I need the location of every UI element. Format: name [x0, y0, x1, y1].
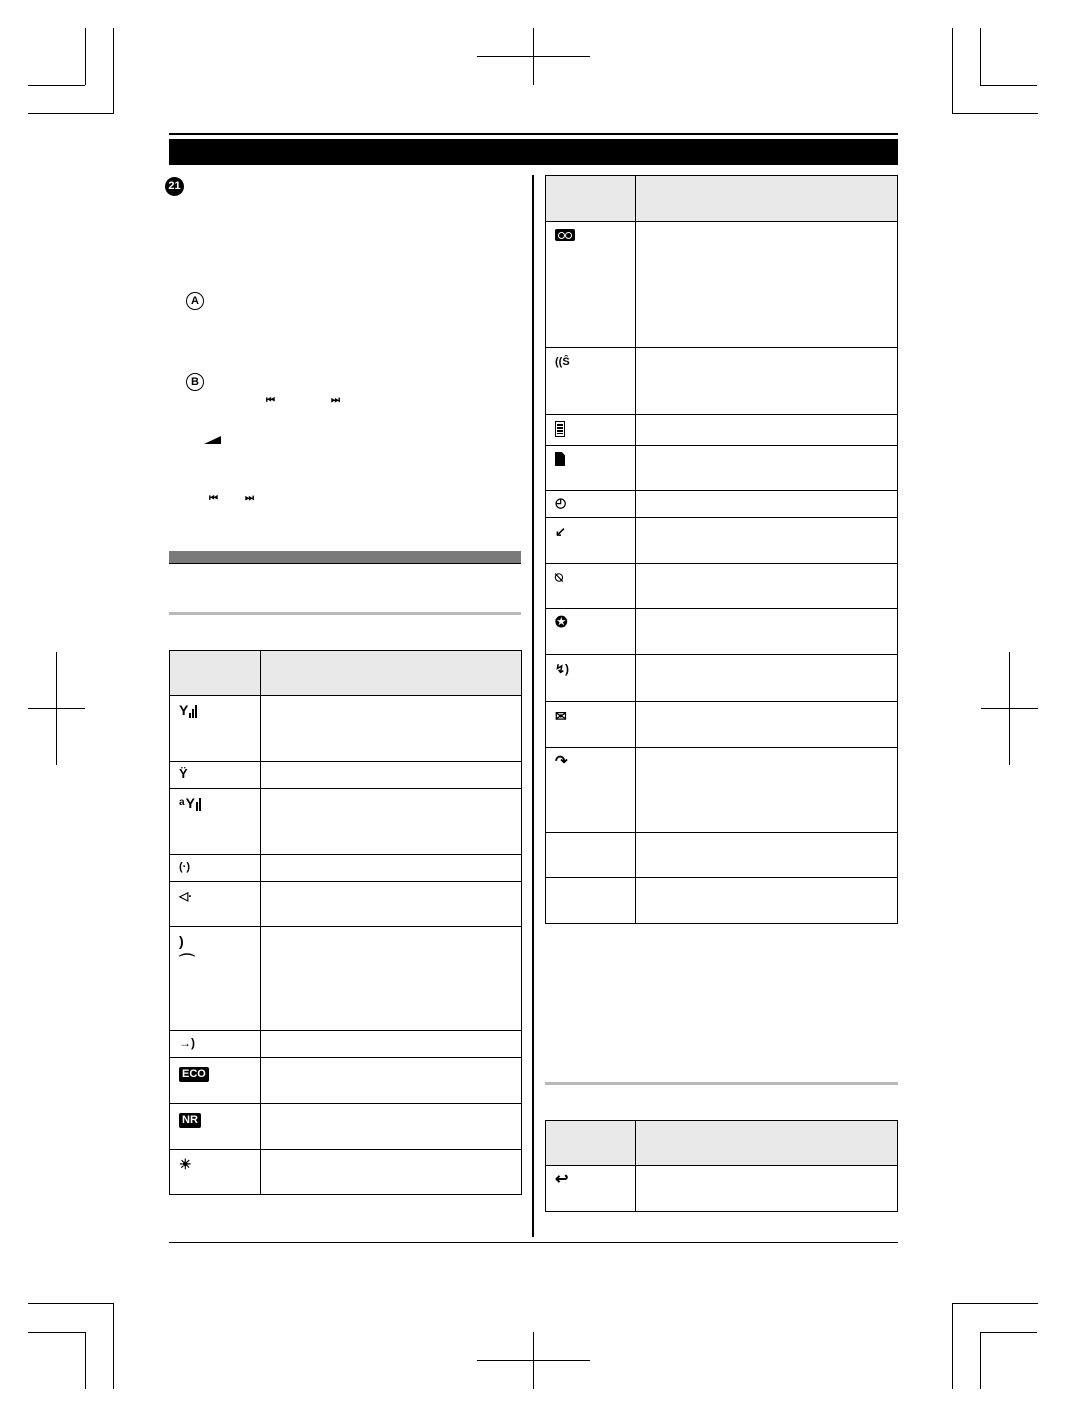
out-of-range-icon: Ÿ: [179, 766, 188, 781]
bottom-table-header-meaning: [636, 1121, 898, 1166]
voice-icon: ((Ŝ: [555, 356, 570, 368]
volume-icon: [204, 436, 221, 444]
skip-back-icon-2: ⏮: [209, 493, 216, 504]
right-table-header-meaning: [636, 176, 898, 222]
bottom-table-header-icon: [546, 1121, 636, 1166]
callout-letter-b: B: [186, 373, 204, 391]
left-table-header-icon: [170, 651, 261, 696]
right-table-header-icon: [546, 176, 636, 222]
handset-in-use-icon: ⌒: [179, 954, 196, 971]
signal-strength-icon: Y: [179, 702, 197, 718]
intercom-icon: (·): [179, 861, 190, 873]
header-rule: [169, 133, 898, 135]
header-bar: [169, 139, 898, 165]
section-heading-bar: [169, 551, 521, 563]
skip-back-icon: ⏮: [266, 395, 273, 406]
subsection-rule-left: [169, 612, 521, 615]
call-forward-icon: ↷: [555, 753, 568, 770]
clock-icon: ◴: [555, 495, 567, 510]
callout-number-21: 21: [165, 177, 184, 196]
back-arrow-icon: ↩: [555, 1171, 569, 1188]
right-icon-table: [545, 175, 898, 924]
forward-arrow-icon: →): [179, 1036, 195, 1050]
subsection-rule-right: [545, 1082, 898, 1085]
noise-reduction-icon: NR: [179, 1113, 201, 1128]
speakerphone-icon: ◁·: [179, 889, 193, 903]
new-message-icon: ✉: [555, 708, 567, 724]
skip-forward-icon: ⏭: [331, 395, 338, 406]
bottom-icon-table: [545, 1120, 898, 1212]
handset-off-hook-icon: ): [179, 933, 184, 949]
ringer-off-icon: ⍉: [555, 570, 563, 585]
callout-letter-a: A: [186, 292, 204, 310]
missed-call-icon: ↙: [555, 524, 566, 539]
eco-mode-icon: ECO: [179, 1067, 209, 1082]
answering-machine-icon: [555, 229, 575, 241]
section-heading-underline: [169, 563, 521, 564]
call-block-icon: ↯): [555, 662, 570, 676]
battery-icon: [555, 421, 565, 437]
left-icon-table: [169, 650, 522, 1195]
skip-forward-icon-2: ⏭: [245, 493, 252, 504]
left-table-header-meaning: [261, 651, 522, 696]
sd-card-icon: [555, 452, 565, 466]
column-divider: [532, 175, 534, 1237]
night-mode-icon: ✪: [555, 614, 568, 631]
light-icon: ☀: [179, 1156, 192, 1172]
footer-rule: [169, 1242, 898, 1243]
locked-signal-icon: a Y: [179, 795, 201, 811]
